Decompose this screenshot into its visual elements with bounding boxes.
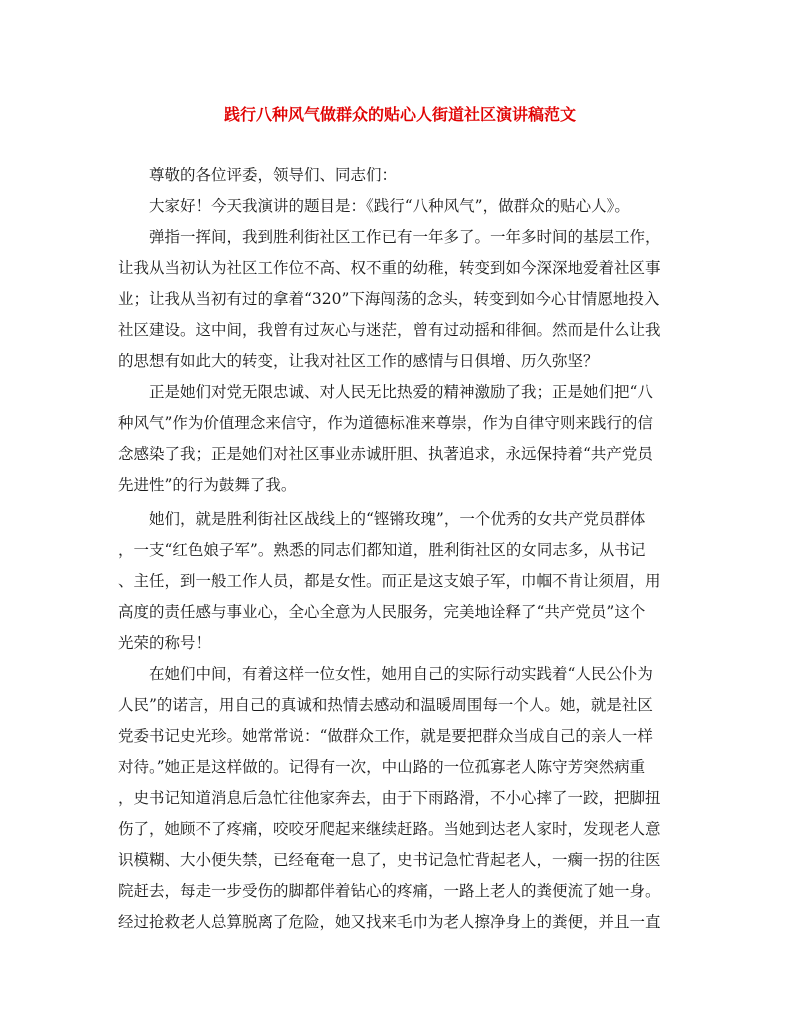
paragraph-2-line: 正是她们对党无限忠诚、对人民无比热爱的精神激励了我；正是她们把“八 <box>149 383 653 401</box>
paragraph-4-line: 识模糊、大小便失禁，已经奄奄一息了，史书记急忙背起老人，一瘸一拐的往医 <box>118 851 661 869</box>
greeting-line: 大家好！今天我演讲的题目是：《践行“八种风气”，做群众的贴心人》。 <box>149 197 630 215</box>
paragraph-3-line: 光荣的称号！ <box>118 634 212 652</box>
paragraph-4-line: ，史书记知道消息后急忙往他家奔去，由于下雨路滑，不小心摔了一跤，把脚扭 <box>118 789 661 807</box>
paragraph-4-line: 党委书记史光珍。她常常说：“做群众工作，就是要把群众当成自己的亲人一样 <box>118 727 653 745</box>
document-body <box>118 160 680 938</box>
document-title: 践行八种风气做群众的贴心人街道社区演讲稿范文 <box>223 105 576 124</box>
paragraph-4-line: 院赶去，每走一步受伤的脚都伴着钻心的疼痛，一路上老人的粪便流了她一身。 <box>118 882 661 900</box>
paragraph-4-line: 对待。”她正是这样做的。记得有一次，中山路的一位孤寡老人陈守芳突然病重 <box>118 758 646 776</box>
paragraph-4-line: 人民”的诺言，用自己的真诚和热情去感动和温暖周围每一个人。她，就是社区 <box>118 696 653 714</box>
paragraph-4-line: 经过抢救老人总算脱离了危险，她又找来毛巾为老人擦净身上的粪便，并且一直 <box>118 913 661 931</box>
paragraph-3-line: 高度的责任感与事业心，全心全意为人民服务，完美地诠释了“共产党员”这个 <box>118 603 646 621</box>
paragraph-3-line: 、主任，到一般工作人员，都是女性。而正是这支娘子军，巾帼不肯让须眉，用 <box>118 572 661 590</box>
paragraph-1-line: 社区建设。这中间，我曾有过灰心与迷茫，曾有过动摇和徘徊。然而是什么让我 <box>118 321 661 339</box>
paragraph-1-line: 让我从当初认为社区工作位不高、权不重的幼稚，转变到如今深深地爱着社区事 <box>118 259 661 277</box>
paragraph-1-line: 业；让我从当初有过的拿着“320”下海闯荡的念头，转变到如今心甘情愿地投入 <box>118 290 660 308</box>
paragraph-2-line: 念感染了我；正是她们对社区事业赤诚肝胆、执著追求，永远保持着“共产党员 <box>118 445 653 463</box>
paragraph-2-line: 先进性”的行为鼓舞了我。 <box>118 476 297 494</box>
paragraph-4-line: 伤了，她顾不了疼痛，咬咬牙爬起来继续赶路。当她到达老人家时，发现老人意 <box>118 820 661 838</box>
salutation-line: 尊敬的各位评委，领导们、同志们： <box>149 166 398 184</box>
paragraph-3-line: ，一支“红色娘子军”。熟悉的同志们都知道，胜利街社区的女同志多，从书记 <box>118 541 646 559</box>
paragraph-3-line: 她们，就是胜利街社区战线上的“铿锵玫瑰”，一个优秀的女共产党员群体 <box>149 510 646 528</box>
paragraph-1-line: 弹指一挥间，我到胜利街社区工作已有一年多了。一年多时间的基层工作， <box>149 228 661 246</box>
paragraph-2-line: 种风气”作为价值理念来信守，作为道德标准来尊崇，作为自律守则来践行的信 <box>118 414 653 432</box>
paragraph-1-line: 的思想有如此大的转变，让我对社区工作的感情与日俱增、历久弥坚？ <box>118 352 599 370</box>
paragraph-4-line: 在她们中间，有着这样一位女性，她用自己的实际行动实践着“人民公仆为 <box>149 665 653 683</box>
